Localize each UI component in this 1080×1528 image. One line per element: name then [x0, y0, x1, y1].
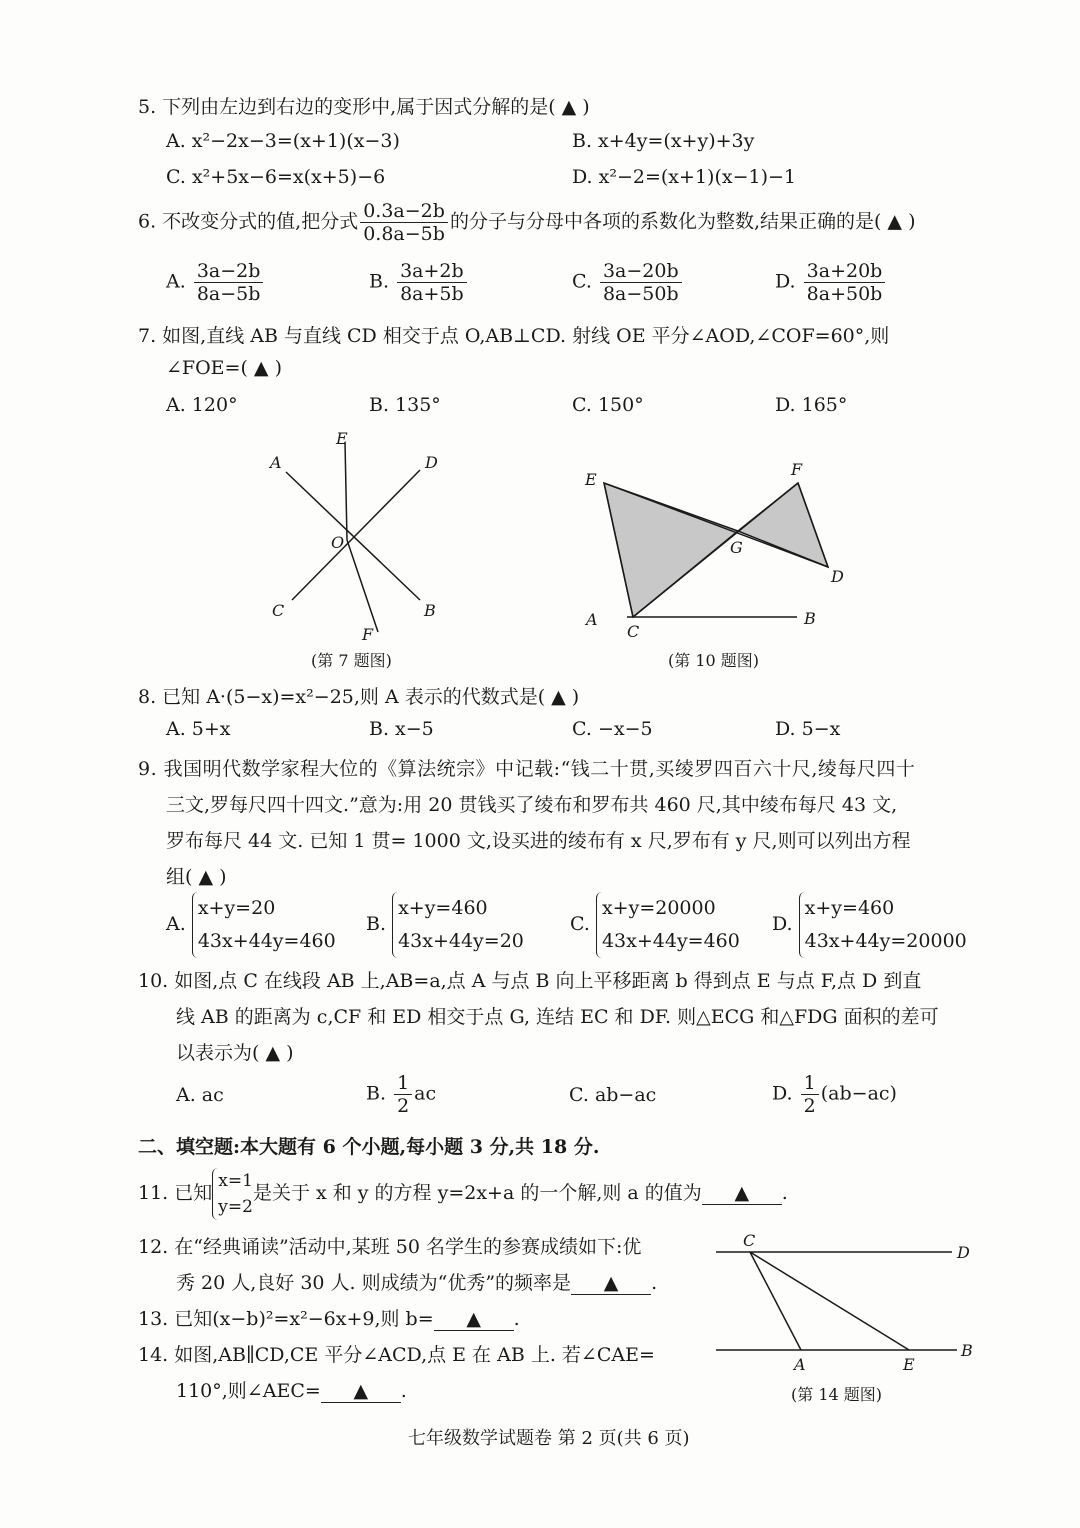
q14-line2: 110°,则∠AEC= ▲ .: [176, 1380, 407, 1402]
q6-option-d: D. $\frac{3a+20b}{8a+50b}$: [775, 260, 887, 305]
q9-line4: 组( ▲ ): [166, 866, 227, 888]
label-d: D: [957, 1243, 970, 1262]
label-c: C: [627, 622, 640, 640]
q11-system: x=1 y=2: [212, 1168, 253, 1220]
q7-option-d: D. 165°: [775, 394, 848, 416]
q10-option-b: B. $\frac{1}{2}$ ac: [366, 1072, 437, 1117]
segment-ce: [750, 1252, 909, 1350]
segment-ca: [750, 1252, 801, 1350]
ray-oe: [345, 442, 347, 540]
q6-stem-fraction: $\frac{0.3a-2b}{0.8a-5b}$: [360, 200, 448, 245]
label-d: D: [425, 453, 438, 472]
label-e: E: [903, 1355, 915, 1374]
q12-line1: 12. 在“经典诵读”活动中,某班 50 名学生的参赛成绩如下:优: [138, 1236, 642, 1258]
q14-answer-blank[interactable]: ▲: [321, 1380, 401, 1403]
q8-option-d: D. 5−x: [775, 718, 841, 740]
line-cd: [292, 470, 420, 600]
q7-figure: [250, 420, 470, 650]
q5-stem: 5. 下列由左边到右边的变形中,属于因式分解的是( ▲ ): [138, 96, 590, 118]
q9-option-b: B. x+y=460 43x+44y=20: [366, 892, 524, 958]
q9-line2: 三文,罗每尺四十四文.”意为:用 20 贯钱买了绫布和罗布共 460 尺,其中绫布每尺 43 文,: [166, 794, 898, 816]
q10-line1: 10. 如图,点 C 在线段 AB 上,AB=a,点 A 与点 B 向上平移距离 b 得到点 E 与点 F,点 D 到直: [138, 970, 922, 992]
label-b: B: [804, 609, 816, 628]
q9-line1: 9. 我国明代数学家程大位的《算法统宗》中记载:“钱二十贯,买绫罗四百六十尺,绫每尺四十: [138, 758, 916, 780]
label-c: C: [272, 601, 285, 620]
label-a: A: [270, 453, 282, 472]
q9-line3: 罗布每尺 44 文. 已知 1 贯= 1000 文,设买进的绫布有 x 尺,罗布有 y 尺,则可以列出方程: [166, 830, 911, 852]
label-e: E: [336, 429, 348, 448]
q7-stem-line2: ∠FOE=( ▲ ): [166, 357, 282, 379]
label-g: G: [730, 538, 743, 557]
q5-option-b: B. x+4y=(x+y)+3y: [572, 130, 755, 152]
q14-figure-caption: (第 14 题图): [791, 1385, 883, 1404]
q13: 13. 已知(x−b)²=x²−6x+9,则 b= ▲ .: [138, 1308, 520, 1330]
label-c: C: [743, 1231, 756, 1250]
q6-option-b: B. $\frac{3a+2b}{8a+5b}$: [369, 260, 469, 305]
q7-stem-line1: 7. 如图,直线 AB 与直线 CD 相交于点 O,AB⊥CD. 射线 OE 平分∠AOD,∠COF=60°,则: [138, 325, 890, 347]
q11-answer-blank[interactable]: ▲: [702, 1182, 782, 1205]
q12-line2: 秀 20 人,良好 30 人. 则成绩为“优秀”的频率是 ▲ .: [176, 1272, 658, 1294]
q10-line3: 以表示为( ▲ ): [176, 1042, 294, 1064]
q5-option-d: D. x²−2=(x+1)(x−1)−1: [572, 166, 797, 188]
q8-option-b: B. x−5: [369, 718, 434, 740]
q6-stem: 6. 不改变分式的值,把分式 $\frac{0.3a-2b}{0.8a-5b}$ 的分子与分母中各项的系数化为整数,结果正确的是( ▲ ): [138, 200, 916, 245]
q5-option-a: A. x²−2x−3=(x+1)(x−3): [166, 130, 400, 152]
q7-option-a: A. 120°: [166, 394, 238, 416]
q10-option-a: A. ac: [176, 1084, 224, 1106]
q9-option-d: D. x+y=460 43x+44y=20000: [772, 892, 967, 958]
label-b: B: [424, 601, 436, 620]
q12-answer-blank[interactable]: ▲: [571, 1272, 651, 1295]
label-a: A: [586, 610, 598, 629]
q7-option-b: B. 135°: [369, 394, 441, 416]
section-2-heading: 二、填空题:本大题有 6 个小题,每小题 3 分,共 18 分.: [138, 1136, 600, 1158]
label-f: F: [791, 460, 803, 479]
q5-option-c: C. x²+5x−6=x(x+5)−6: [166, 166, 386, 188]
label-e: E: [585, 470, 597, 489]
q14-line1: 14. 如图,AB∥CD,CE 平分∠ACD,点 E 在 AB 上. 若∠CAE=: [138, 1344, 655, 1366]
q10-option-c: C. ab−ac: [569, 1084, 657, 1106]
q8-stem: 8. 已知 A·(5−x)=x²−25,则 A 表示的代数式是( ▲ ): [138, 686, 580, 708]
q10-line2: 线 AB 的距离为 c,CF 和 ED 相交于点 G, 连结 EC 和 DF. 则△ECG 和△FDG 面积的差可: [176, 1006, 939, 1028]
ray-of: [347, 540, 378, 632]
q9-option-c: C. x+y=20000 43x+44y=460: [570, 892, 740, 958]
q13-answer-blank[interactable]: ▲: [434, 1308, 514, 1331]
label-b: B: [961, 1341, 973, 1360]
label-a: A: [794, 1355, 806, 1374]
label-o: O: [331, 533, 345, 552]
q10-option-d: D. $\frac{1}{2}$ (ab−ac): [772, 1072, 897, 1117]
label-f: F: [362, 625, 374, 644]
q14-figure: [712, 1230, 982, 1375]
q7-option-c: C. 150°: [572, 394, 644, 416]
q6-option-c: C. $\frac{3a-20b}{8a-50b}$: [572, 260, 684, 305]
q8-option-c: C. −x−5: [572, 718, 653, 740]
label-d: D: [831, 567, 844, 586]
triangle-ecg: [604, 483, 738, 617]
q11: 11. 已知 x=1 y=2 是关于 x 和 y 的方程 y=2x+a 的一个解,则 a 的值为 ▲ .: [138, 1168, 788, 1220]
q7-figure-caption: (第 7 题图): [311, 651, 392, 670]
q9-option-a: A. x+y=20 43x+44y=460: [166, 892, 336, 958]
q6-option-a: A. $\frac{3a-2b}{8a-5b}$: [166, 260, 265, 305]
page-footer: 七年级数学试题卷 第 2 页(共 6 页): [408, 1428, 690, 1449]
q10-figure-caption: (第 10 题图): [668, 651, 760, 670]
q10-figure: [575, 455, 850, 640]
q8-option-a: A. 5+x: [166, 718, 231, 740]
